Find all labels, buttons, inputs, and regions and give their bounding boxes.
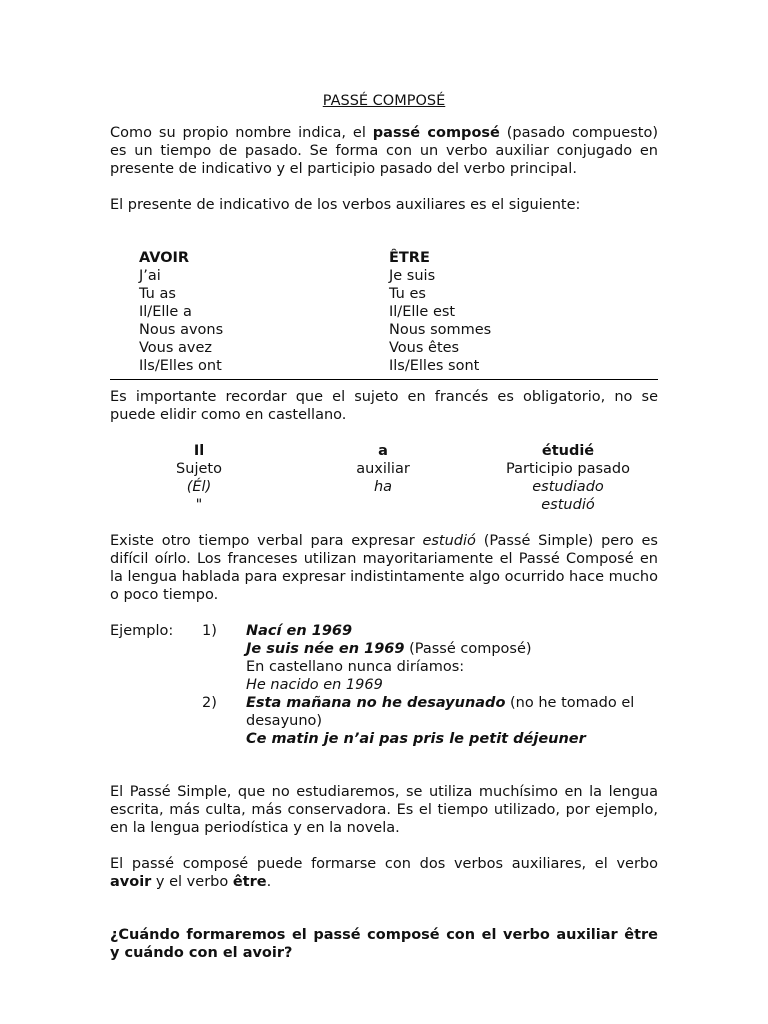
example-2-spanish <box>246 694 658 730</box>
avoir-form: Vous avez <box>139 340 213 356</box>
document-page <box>110 92 658 962</box>
note-text-post: (Passé Simple) pero es difícil oírlo. Los franceses utilizan mayoritariamente el Passé Composé en la lengua hablada para expresar indistintamente algo ocurrido hace mucho o poco tiempo. <box>110 533 658 603</box>
example-1-spanish: Nací en 1969 <box>246 623 353 639</box>
etre-form: Je suis <box>389 268 436 284</box>
examples-block <box>110 622 658 748</box>
two-aux-avoir: avoir <box>110 874 152 890</box>
structure-example-table <box>110 442 658 514</box>
two-aux-text-post: . <box>266 874 272 890</box>
etre-form: Nous sommes <box>389 322 492 338</box>
examples-label: Ejemplo: <box>110 623 174 639</box>
intro-text-pre: Como su propio nombre indica, el <box>110 125 373 141</box>
note-italic-word: estudió <box>422 533 476 549</box>
avoir-form: J’ai <box>139 268 161 284</box>
example-1-wrong-form: He nacido en 1969 <box>246 677 383 693</box>
two-aux-text-mid: y el verbo <box>151 874 233 890</box>
intro-paragraph <box>110 124 658 178</box>
auxiliary-conjugation-table <box>139 249 658 375</box>
example-1-french-bold: Je suis née en 1969 <box>246 641 405 657</box>
two-aux-etre: être <box>232 874 267 890</box>
example-2-spanish-note: (no he tomado el desayuno) <box>246 695 635 729</box>
struct-header-subject: Il <box>193 443 205 459</box>
subject-note-paragraph: Es importante recordar que el sujeto en francés es obligatorio, no se puede elidir como en castellano. <box>110 389 658 423</box>
example-2-french: Ce matin je n’ai pas pris le petit déjeuner <box>246 731 586 747</box>
example-number: 2) <box>202 695 217 711</box>
example-1-french-note: (Passé composé) <box>404 641 532 657</box>
example-1-french <box>246 640 658 658</box>
example-number: 1) <box>202 623 217 639</box>
struct-header-aux: a <box>378 443 388 459</box>
note-text-pre: Existe otro tiempo verbal para expresar <box>110 533 423 549</box>
etre-header: ÊTRE <box>389 250 430 266</box>
etre-form: Vous êtes <box>389 340 460 356</box>
example-2-spanish-bold: Esta mañana no he desayunado <box>246 695 506 711</box>
avoir-header: AVOIR <box>139 250 190 266</box>
intro-term-bold: passé composé <box>372 125 500 141</box>
struct-translation-aux: ha <box>373 479 393 495</box>
struct-alt-aux <box>288 496 478 514</box>
avoir-column <box>139 249 389 375</box>
two-aux-text-pre: El passé composé puede formarse con dos verbos auxiliares, el verbo <box>110 856 658 872</box>
struct-label-participle: Participio pasado <box>506 461 630 477</box>
closing-question: ¿Cuándo formaremos el passé composé con el verbo auxiliar être y cuándo con el avoir? <box>110 927 658 961</box>
example-1-note: En castellano nunca diríamos: <box>246 659 465 675</box>
struct-alt-subject: " <box>195 497 203 513</box>
struct-alt-participle: estudió <box>541 497 595 513</box>
passe-simple-note-paragraph <box>110 532 658 604</box>
struct-label-subject: Sujeto <box>176 461 222 477</box>
struct-translation-participle: estudiado <box>532 479 604 495</box>
two-aux-paragraph <box>110 855 658 891</box>
page-title: PASSÉ COMPOSÉ <box>322 93 446 109</box>
etre-form: Ils/Elles sont <box>389 358 480 374</box>
struct-label-aux: auxiliar <box>356 461 410 477</box>
passe-simple-usage-paragraph: El Passé Simple, que no estudiaremos, se utiliza muchísimo en la lengua escrita, más culta, más conservadora. Es el tiempo utilizado, por ejemplo, en la lengua periodística y en la novela. <box>110 784 658 836</box>
intro-text-post: (pasado compuesto) es un tiempo de pasado. Se forma con un verbo auxiliar conjugado en presente de indicativo y el participio pasado del verbo principal. <box>110 125 658 177</box>
etre-form: Tu es <box>389 286 426 302</box>
avoir-form: Ils/Elles ont <box>139 358 222 374</box>
avoir-form: Tu as <box>139 286 176 302</box>
horizontal-divider <box>110 379 658 380</box>
etre-form: Il/Elle est <box>389 304 456 320</box>
avoir-form: Il/Elle a <box>139 304 192 320</box>
struct-translation-subject: (Él) <box>186 479 212 495</box>
avoir-form: Nous avons <box>139 322 224 338</box>
etre-column <box>389 249 491 375</box>
struct-header-participle: étudié <box>541 443 595 459</box>
aux-intro-paragraph: El presente de indicativo de los verbos auxiliares es el siguiente: <box>110 197 581 213</box>
